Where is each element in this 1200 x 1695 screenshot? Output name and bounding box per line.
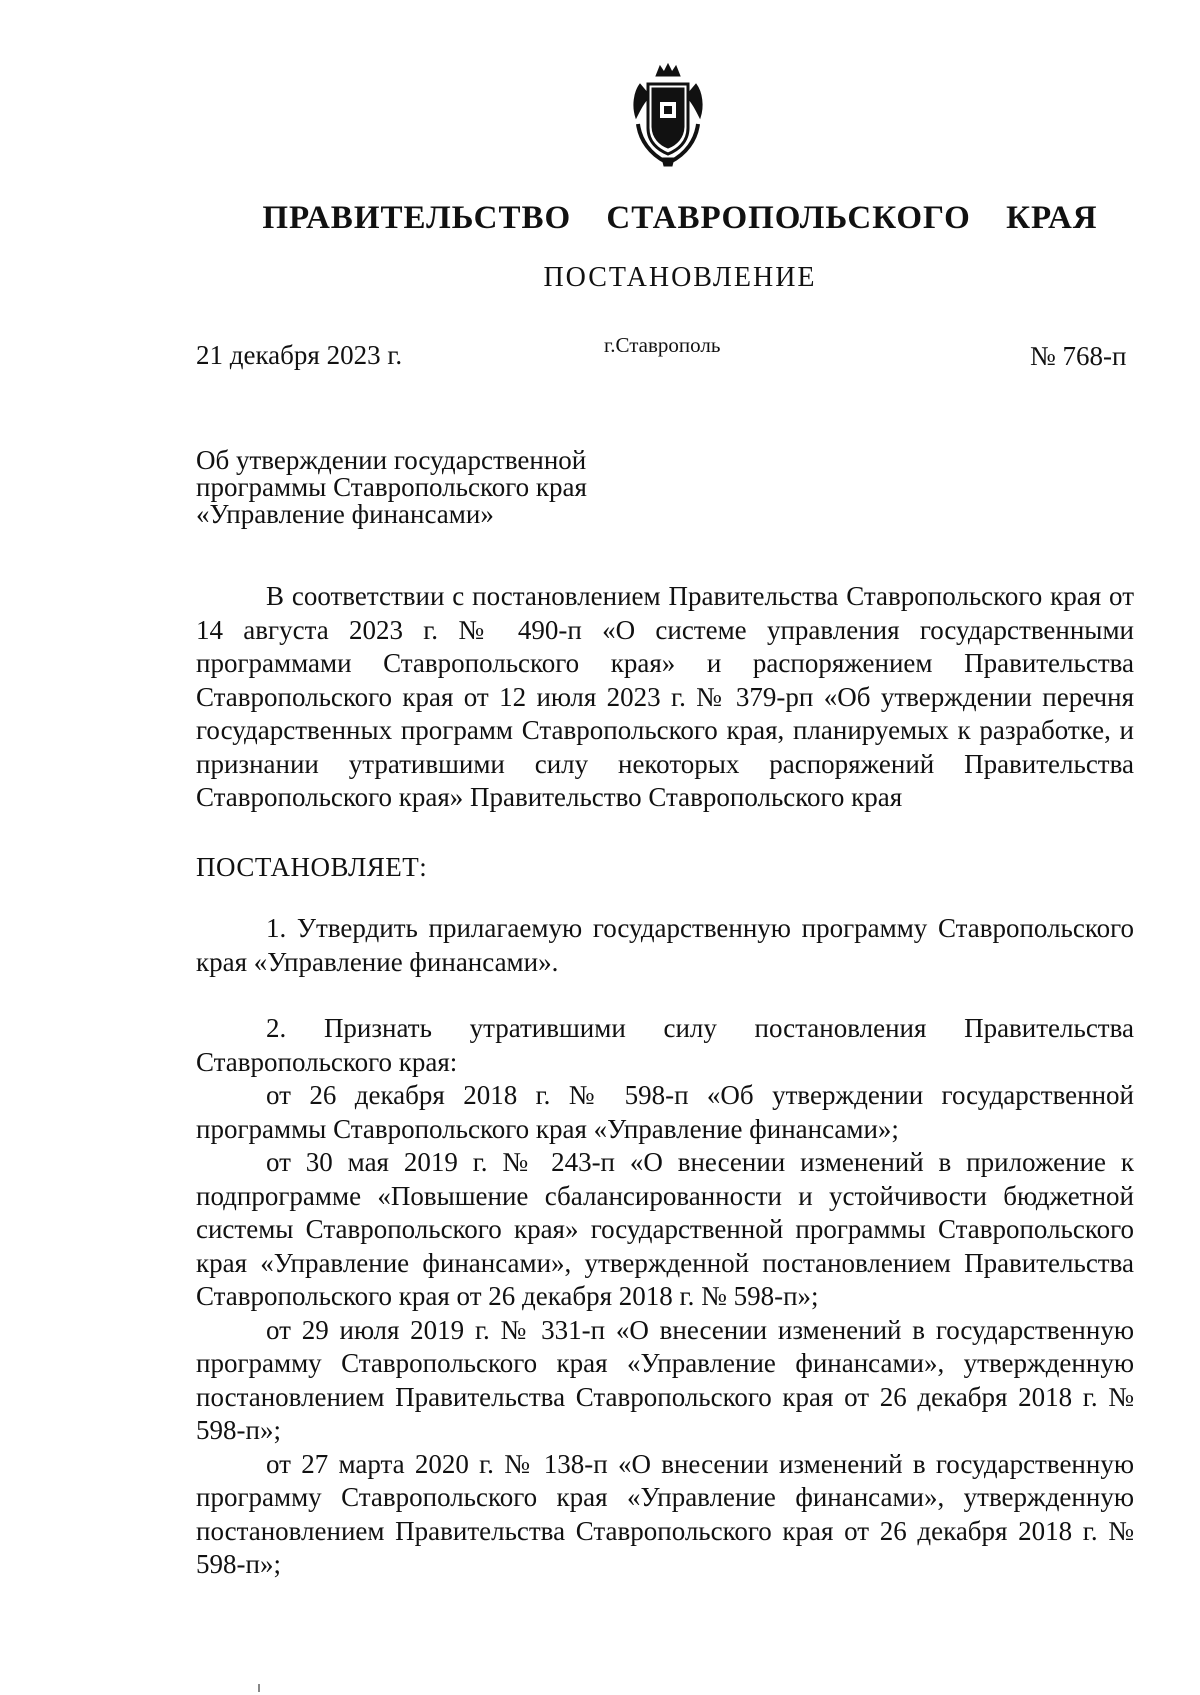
clause-2-intro: 2. Признать утратившими силу постановления Правительства Ставропольского края: xyxy=(196,1013,1134,1077)
government-title: ПРАВИТЕЛЬСТВО СТАВРОПОЛЬСКОГО КРАЯ xyxy=(262,200,1098,236)
repealed-item: от 29 июля 2019 г. № 331-п «О внесении изменений в государственную программу Ставропольского края «Управление финансами», утвержденную постановлением Правительства Ставропольского края от 26 декабря 2018 г. № 598-п»; xyxy=(196,1314,1134,1445)
clause-1-text: 1. Утвердить прилагаемую государственную программу Ставропольского края «Управление финансами». xyxy=(196,913,1134,977)
repealed-item: от 26 декабря 2018 г. № 598-п «Об утверждении государственной программы Ставропольского края «Управление финансами»; xyxy=(196,1080,1134,1144)
document-city: г.Ставрополь xyxy=(604,333,721,357)
document-type: ПОСТАНОВЛЕНИЕ xyxy=(543,262,817,293)
preamble-text: В соответствии с постановлением Правительства Ставропольского края от 14 августа 2023 г. № 490-п «О системе управления государственными программами Ставропольского края» и распоряжением Правительства Ставропольского края от 12 июля 2023 г. № 379-рп «Об утверждении перечня государственных программ Ставропольского края, планируемых к разработке, и признании утратившими силу некоторых распоряжений Правительства Ставропольского края» Правительство Ставропольского края xyxy=(196,581,1134,812)
repealed-item: от 27 марта 2020 г. № 138-п «О внесении изменений в государственную программу Ставропольского края «Управление финансами», утвержденную постановлением Правительства Ставропольского края от 26 декабря 2018 г. № 598-п»; xyxy=(196,1448,1134,1579)
subject-line: «Управление финансами» xyxy=(196,499,494,529)
document-subject xyxy=(196,447,587,528)
document-date: 21 декабря 2023 г. xyxy=(196,340,403,370)
clause-2 xyxy=(196,1012,1134,1582)
scan-margin-mark xyxy=(258,1684,260,1692)
subject-line: программы Ставропольского края xyxy=(196,472,587,502)
resolves-heading: ПОСТАНОВЛЯЕТ: xyxy=(196,852,428,882)
clause-1 xyxy=(196,912,1134,979)
preamble-paragraph xyxy=(196,580,1134,815)
document-number: № 768-п xyxy=(1030,341,1127,371)
coat-of-arms-emblem xyxy=(626,62,710,168)
subject-line: Об утверждении государственной xyxy=(196,445,587,475)
repealed-item: от 30 мая 2019 г. № 243-п «О внесении изменений в приложение к подпрограмме «Повышение сбалансированности и устойчивости бюджетной системы Ставропольского края» государственной программы Ставропольского края «Управление финансами», утвержденной постановлением Правительства Ставропольского края от 26 декабря 2018 г. № 598-п»; xyxy=(196,1147,1134,1311)
